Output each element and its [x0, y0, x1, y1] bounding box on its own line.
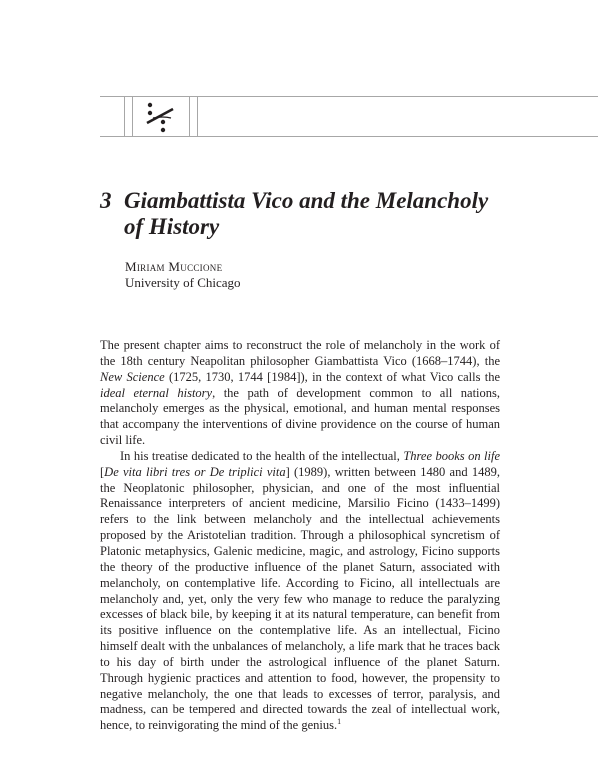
text-run: In his treatise dedicated to the health of the intellectual,	[120, 448, 404, 463]
header-divider	[124, 96, 125, 136]
paragraph	[100, 449, 500, 734]
book-title-italic: New Science	[100, 369, 165, 384]
chapter-ornament-icon	[141, 96, 181, 136]
chapter-title-line: Giambattista Vico and the Melancholy	[124, 188, 489, 213]
text-run: The present chapter aims to reconstruct the role of melancholy in the work of the 18th century Neapolitan philosopher Giambattista Vico (1668–1744), the	[100, 338, 500, 368]
text-run: (1725, 1730, 1744 [1984]), in the context of what Vico calls the	[164, 369, 500, 384]
header-divider	[197, 96, 198, 136]
author-affiliation: University of Chicago	[125, 275, 241, 290]
footnote-ref[interactable]: 1	[337, 717, 342, 727]
author-name: Miriam Muccione	[125, 259, 223, 274]
header-divider	[132, 96, 133, 136]
chapter-number: 3	[100, 188, 112, 213]
header-bottom-rule	[100, 136, 598, 137]
text-run: ] (1989), written between 1480 and 1489, the Neoplatonic philosopher, physician, and one of the most influential Renaissance interpreters of ancient medicine, Marsilio Ficino (1433–1499) refers to the link between melancholy and the intellectual achievements proposed by the Aristotelian tradition. Through a philosophical syncretism of Platonic metaphysics, Galenic medicine, magic, and astrology, Ficino supports the theory of the productive influence of the planet Saturn, associated with melancholy, on contemplative life. According to Ficino, all intellectuals are melancholy and, yet, only the very few who manage to reduce the paralyzing excesses of black bile, by keeping it at its natural temperature, can benefit from its positive influence on the contemplative life. As an intellectual, Ficino himself dealt with the unbalances of melancholy, a life mark that he traces back to his day of birth under the astrological influence of the planet Saturn. Through hygienic practices and attention to food, however, the propensity to negative melancholy, the one that leads to excesses of terror, paralysis, and madness, can be tempered and directed towards the zeal of intellectual work, hence, to reinvigorating the mind of the genius.	[100, 464, 500, 733]
book-title-italic: Three books on life	[403, 448, 500, 463]
text-run: [	[100, 464, 105, 479]
term-italic: ideal eternal history	[100, 385, 213, 400]
body-text	[100, 338, 500, 734]
book-title-italic: De vita libri tres or De triplici vita	[104, 464, 286, 479]
chapter-title-line: of History	[124, 214, 220, 239]
text-run: , the path of development common to all nations, melancholy emerges as the physical, emotional, and human mental responses that accompany the interventions of divine providence on the course of human civil life.	[100, 385, 501, 448]
chapter-title	[124, 188, 524, 240]
header-divider	[189, 96, 190, 136]
paragraph	[100, 338, 500, 449]
